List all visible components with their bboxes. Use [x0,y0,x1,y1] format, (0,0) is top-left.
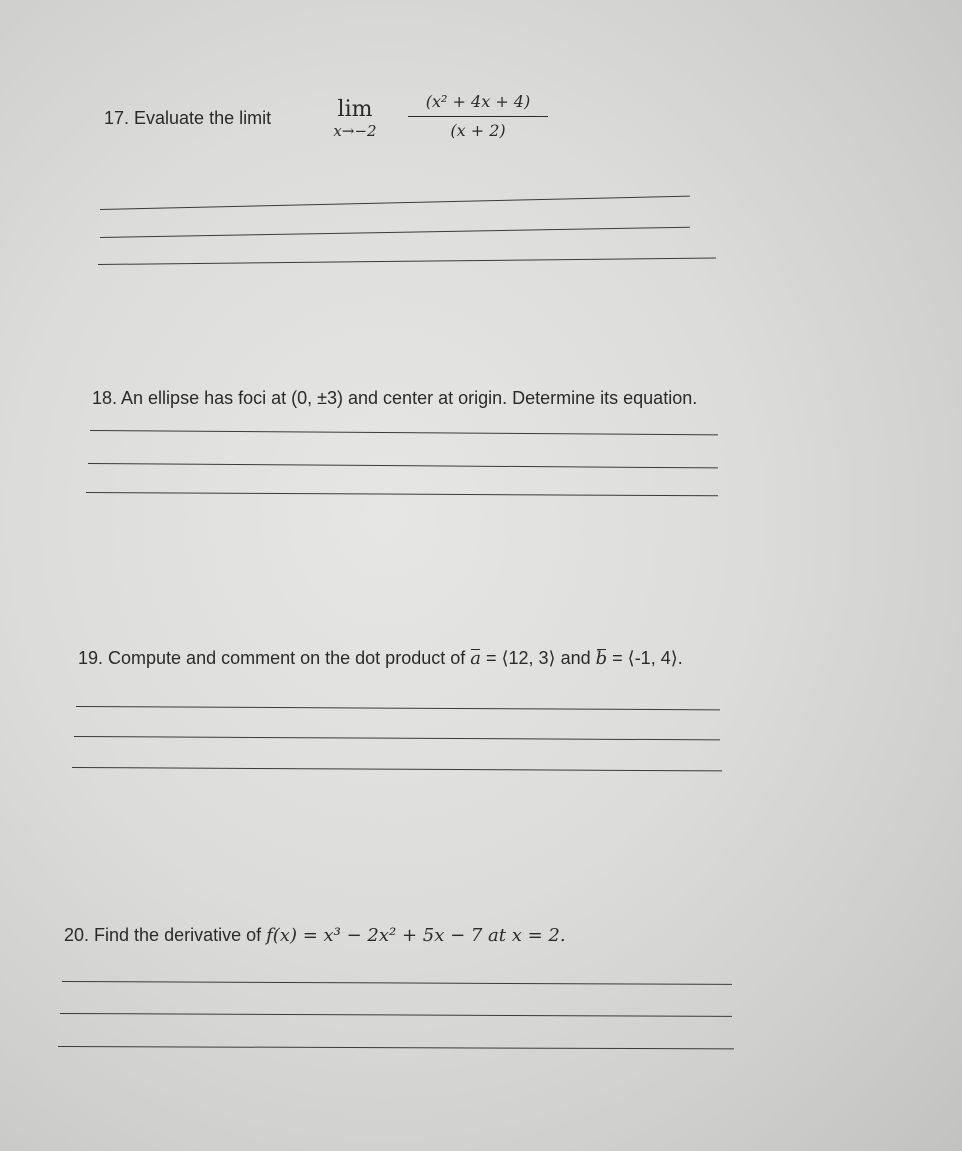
answer-line-19-1[interactable] [76,706,720,710]
limit-operator [322,98,388,140]
question-19-eq-a: = ⟨12, 3⟩ and [480,648,596,668]
limit-subscript: x→−2 [333,122,377,140]
answer-line-19-2[interactable] [74,736,720,740]
answer-line-17-1[interactable] [100,196,690,210]
answer-line-20-1[interactable] [62,981,732,985]
question-17-label [104,108,271,129]
answer-line-17-2[interactable] [100,227,690,238]
answer-line-18-1[interactable] [90,430,718,435]
question-18 [92,388,697,409]
question-20 [64,925,566,946]
question-20-point: x = 2. [511,925,566,946]
answer-line-20-2[interactable] [60,1013,732,1017]
question-20-text-a: 20. Find the derivative of [64,925,267,945]
answer-line-20-3[interactable] [58,1046,734,1049]
question-19 [78,648,683,669]
question-20-text-b: at [482,925,512,946]
answer-line-19-3[interactable] [72,767,722,771]
vector-b: b [595,648,608,669]
answer-line-18-2[interactable] [88,463,718,468]
fraction-bar [408,116,548,117]
fraction-denominator: (x + 2) [450,121,506,140]
question-20-function: f(x) = x³ − 2x² + 5x − 7 [266,925,483,946]
question-19-text-a: 19. Compute and comment on the dot product of [78,648,471,668]
limit-fraction [408,90,548,143]
question-17-prefix: 17. Evaluate the limit [104,108,272,128]
vector-a: a [470,648,481,669]
question-18-text-b: and center at origin. Determine its equation. [343,388,698,408]
question-18-text-a: 18. An ellipse has foci at [92,388,292,408]
answer-line-18-3[interactable] [86,492,718,496]
fraction-numerator: (x² + 4x + 4) [425,92,531,111]
question-18-foci: (0, ±3) [291,388,344,408]
question-19-eq-b: = ⟨-1, 4⟩. [607,648,683,668]
answer-line-17-3[interactable] [98,258,716,265]
limit-word: lim [337,97,373,122]
